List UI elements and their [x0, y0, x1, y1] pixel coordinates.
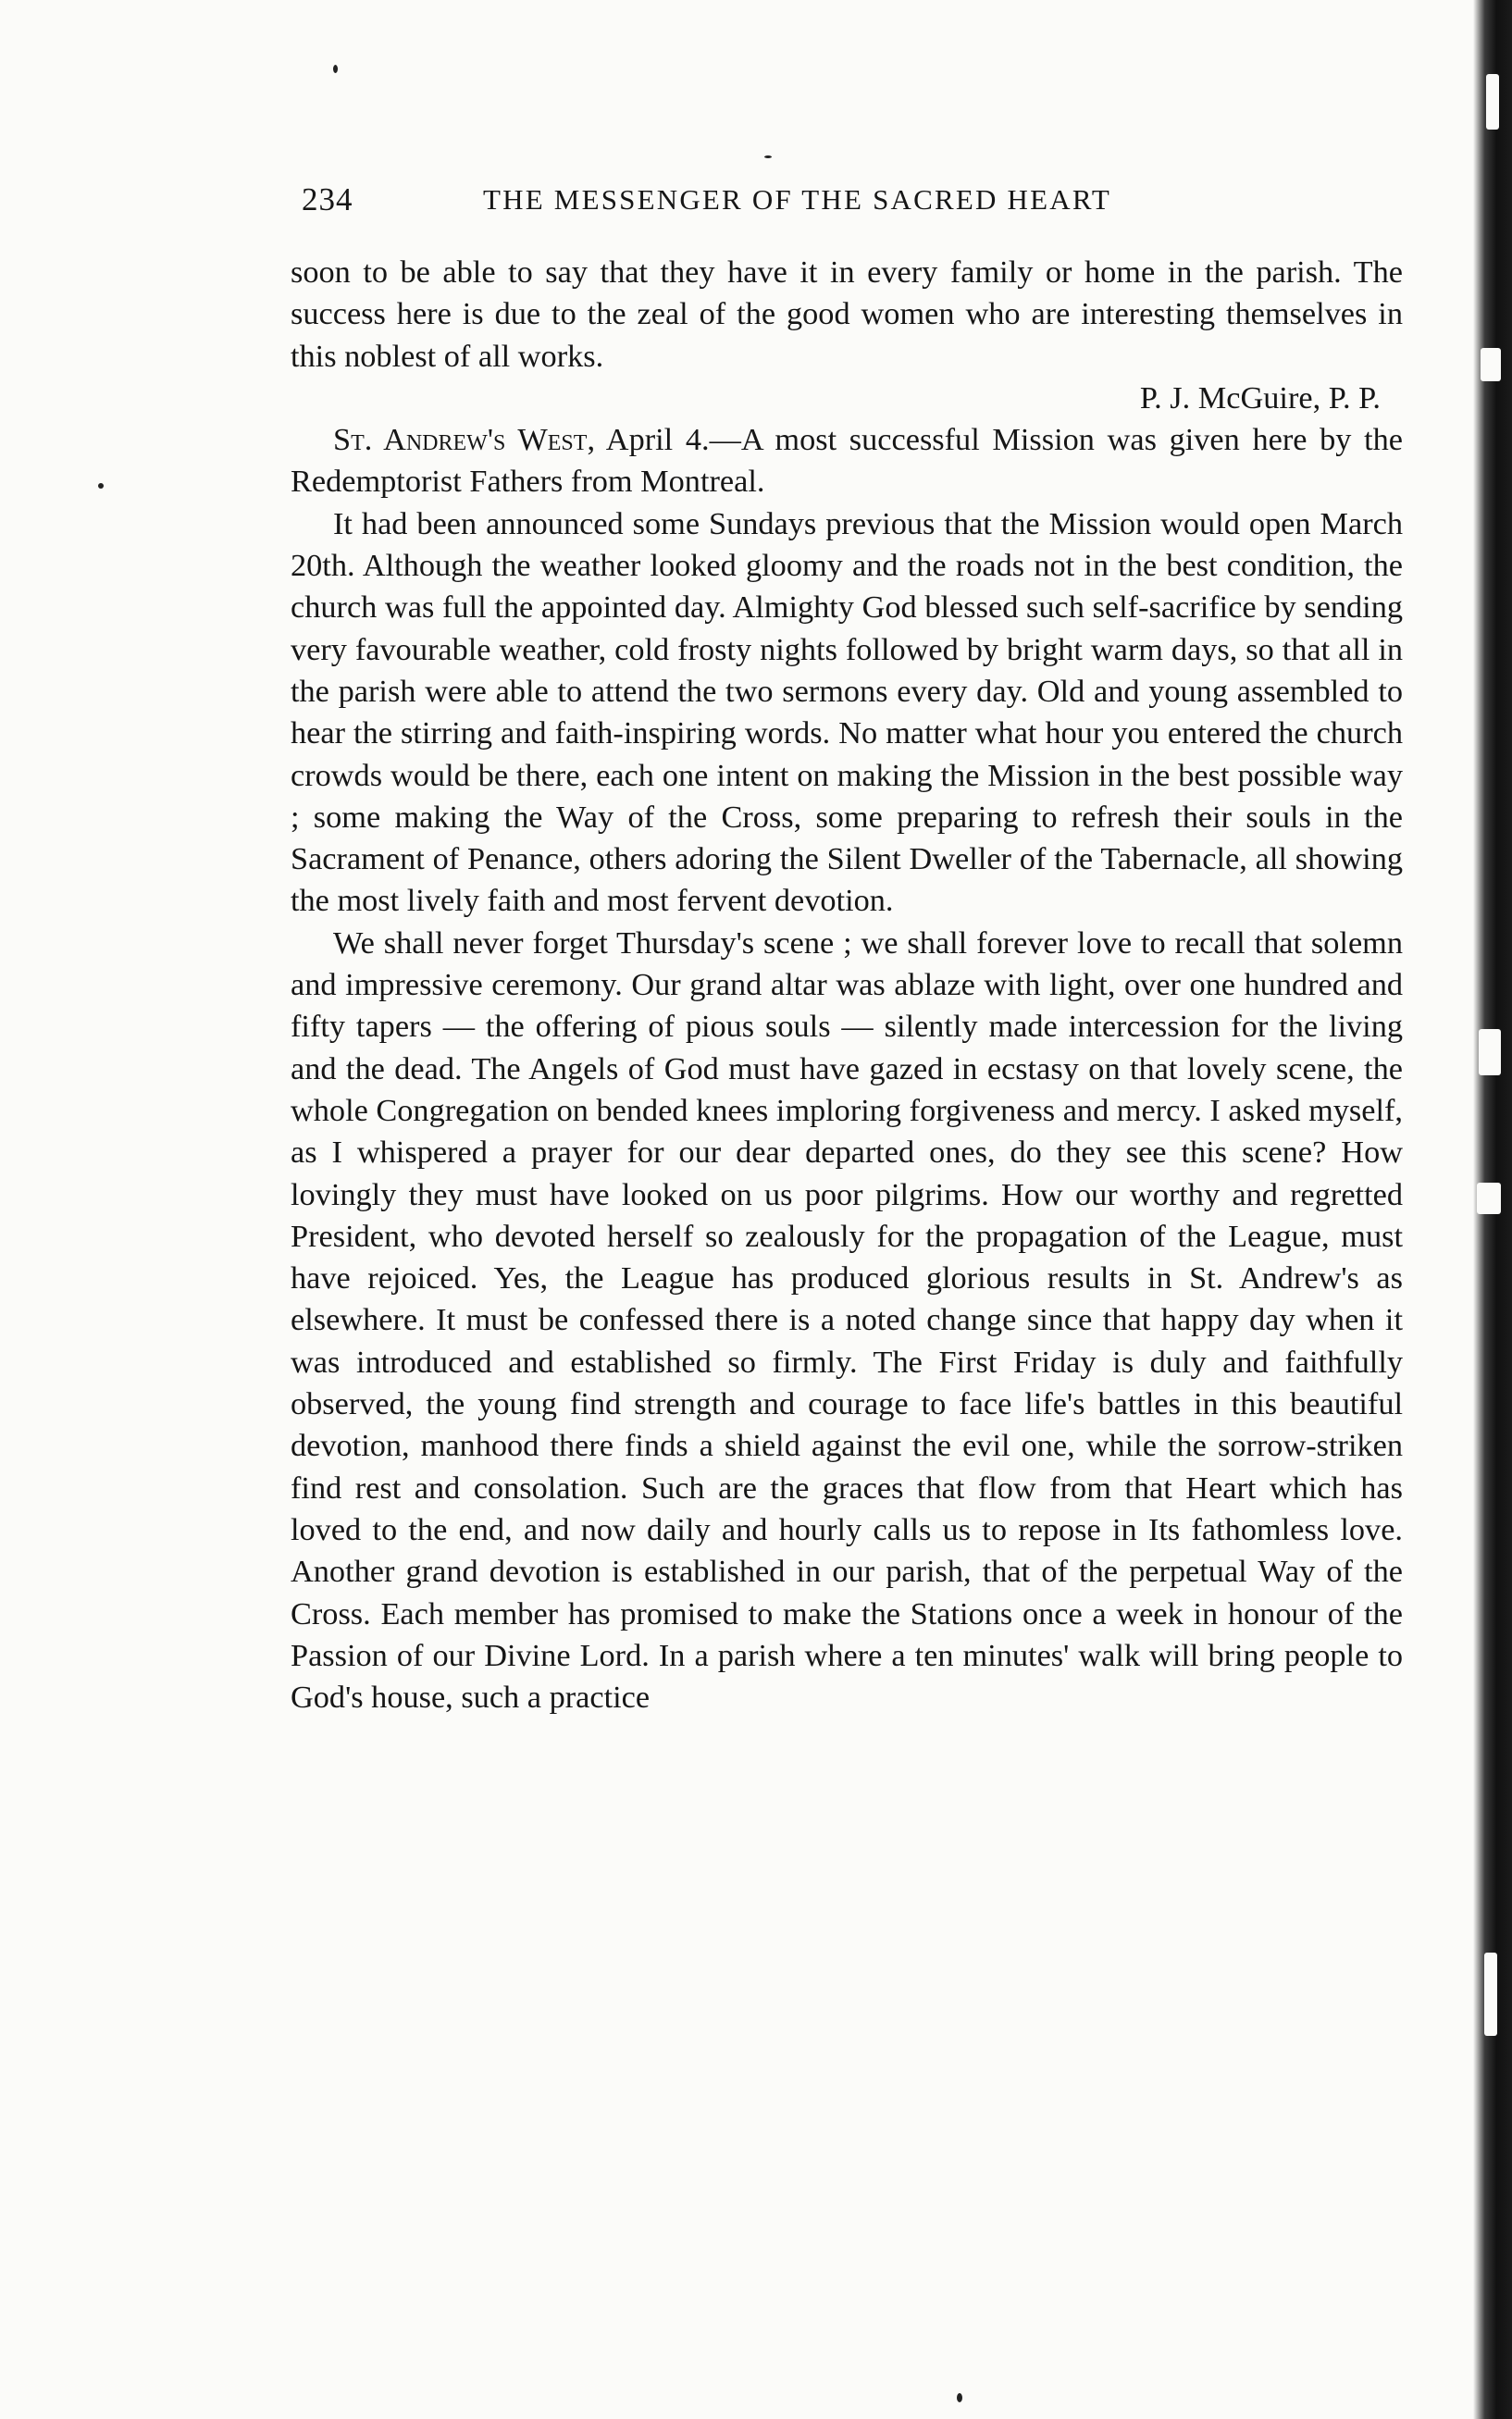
article-body [291, 252, 1403, 1718]
paragraph-thursday: We shall never forget Thursday's scene ; we shall forever love to recall that solemn and impressive ceremony. Our grand altar was ablaze with light, over one hundred and fifty tapers — the offering of pious souls — silently made intercession for the living and the dead. The Angels of God must have gazed in ecstasy on that lovely scene, the whole Congregation on bended knees imploring forgiveness and mercy. I asked myself, as I whispered a prayer for our dear departed ones, do they see this scene? How lovingly they must have looked on us poor pilgrims. How our worthy and regretted President, who devoted herself so zealously for the propagation of the League, must have rejoiced. Yes, the League has produced glorious results in St. Andrew's as elsewhere. It must be confessed there is a noted change since that happy day when it was introduced and established so firmly. The First Friday is duly and faithfully observed, the young find strength and courage to face life's battles in this beautiful devotion, manhood there finds a shield against the evil one, while the sorrow-striken find rest and consolation. Such are the graces that flow from that Heart which has loved to the end, and now daily and hourly calls us to repose in Its fathomless love. Another grand devotion is established in our parish, that of the perpetual Way of the Cross. Each member has promised to make the Stations once a week in honour of the Passion of our Divine Lord. In a parish where a ten minutes' walk will bring people to God's house, such a practice [291, 924, 1403, 1716]
page-number: 234 [302, 181, 353, 217]
paragraph-mission: It had been announced some Sundays previous that the Mission would open March 20th. Although the weather looked gloomy and the roads not in the best condition, the church was full the appointed day. Almighty God blessed such self-sacrifice by sending very favourable weather, cold frosty nights followed by bright warm days, so that all in the parish were able to attend the two sermons every day. Old and young assembled to hear the stirring and faith-inspiring words. No matter what hour you entered the church crowds would be there, each one intent on making the Mission in the best possible way ; some making the Way of the Cross, some preparing to refresh their souls in the Sacrament of Penance, others adoring the Silent Dweller of the Tabernacle, all showing the most lively faith and most fervent devotion. [291, 505, 1403, 919]
scan-speck [333, 65, 338, 73]
page-header [302, 181, 1260, 229]
paragraph-st-andrews [291, 419, 1403, 503]
scan-edge-mark [1484, 1953, 1497, 2036]
scan-edge-mark [1477, 1183, 1501, 1214]
paragraph-continuation: soon to be able to say that they have it in every family or home in the parish. The success here is due to the zeal of the good women who are interesting themselves in this noblest of all works. [291, 254, 1403, 374]
scan-edge-mark [1479, 1029, 1501, 1075]
running-head: THE MESSENGER OF THE SACRED HEART [483, 183, 1112, 216]
scan-speck [957, 2393, 962, 2402]
scan-edge-mark [1486, 74, 1499, 130]
scan-speck [98, 483, 104, 489]
signature: P. J. McGuire, P. P. [1139, 379, 1381, 416]
paragraph-st-andrews-text: April 4.—A most successful Mission was given here by the Redemptorist Fathers from Montreal. [291, 422, 1403, 500]
scan-edge-mark [1481, 348, 1501, 381]
scan-speck [764, 155, 772, 158]
place-heading: St. Andrew's West, [333, 422, 596, 458]
